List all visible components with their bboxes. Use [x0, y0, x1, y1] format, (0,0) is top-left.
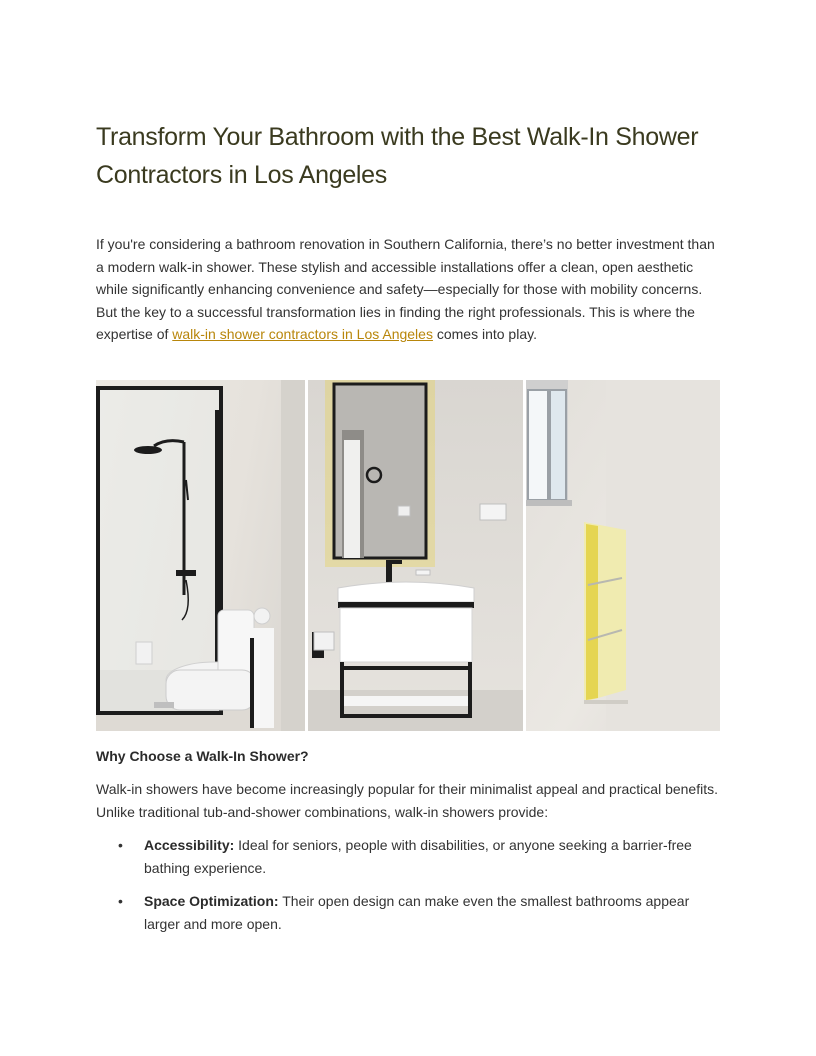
list-item-text: Their open design can make even the smallest bathrooms appear larger and more open. [144, 893, 690, 932]
section-paragraph: Walk-in showers have become increasingly popular for their minimalist appeal and practical benefits. Unlike traditional tub-and-shower combinations, walk-in showers provide: [96, 781, 719, 820]
page-title: Transform Your Bathroom with the Best Walk-In Shower Contractors in Los Angeles [96, 123, 699, 189]
bathroom-photo-gallery [96, 380, 720, 731]
vanity-mirror-illustration [308, 380, 523, 731]
section-heading: Why Choose a Walk-In Shower? [96, 748, 309, 764]
bullet-icon: • [118, 893, 123, 910]
intro-paragraph [96, 233, 720, 346]
document-page [96, 118, 720, 932]
shower-enclosure-illustration [96, 380, 305, 731]
intro-text-before: If you're considering a bathroom renovation in Southern California, there’s no better investment than a modern walk-in shower. These stylish and accessible installations offer a clean, open aesthetic while significantly enhancing convenience and safety—especially for those with mobility concerns. But the key to a successful transformation lies in finding the right professionals. This is where the expertise of [96, 236, 715, 343]
shower-niche-illustration [526, 380, 720, 731]
list-item [96, 834, 720, 879]
list-item [96, 890, 720, 935]
list-item-text: Ideal for seniors, people with disabilities, or anyone seeking a barrier-free bathing experience. [144, 837, 692, 876]
shower-enclosure-photo [96, 380, 305, 731]
shower-niche-photo [526, 380, 720, 731]
bullet-icon: • [118, 837, 123, 853]
benefits-list [96, 834, 720, 946]
list-item-term: Space Optimization: [144, 893, 279, 910]
intro-text-after: comes into play. [432, 326, 537, 343]
contractors-link[interactable]: walk-in shower contractors in Los Angeles [172, 326, 433, 343]
vanity-mirror-photo [308, 380, 523, 731]
list-item-term: Accessibility: [144, 837, 235, 853]
